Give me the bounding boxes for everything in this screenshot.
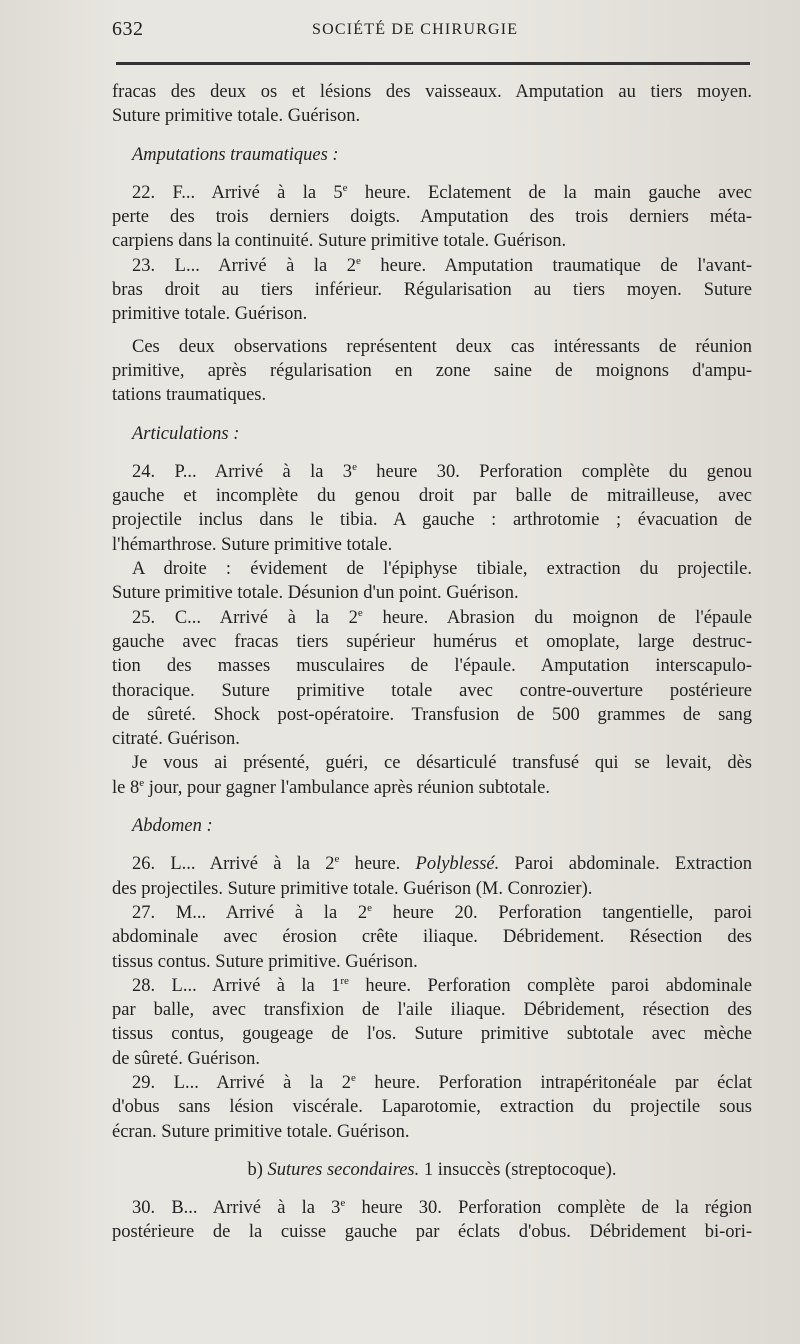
text-line: primitive, après régularisation en zone saine de moignons d'ampu- (112, 360, 752, 381)
text-line: abdominale avec érosion crête iliaque. Débridement. Résection des (112, 927, 752, 948)
text-line: Ces deux observations représentent deux cas intéressants de réunion (132, 336, 752, 357)
text-line: gauche avec fracas tiers supérieur humérus et omoplate, large destruc- (112, 631, 752, 652)
text-line: 24. P... Arrivé à la 3e heure 30. Perforation complète du genou (132, 460, 752, 482)
text-line: 22. F... Arrivé à la 5e heure. Eclatement de la main gauche avec (132, 181, 753, 203)
text-line: bras droit au tiers inférieur. Régularisation au tiers moyen. Suture (112, 280, 752, 301)
text-line: Suture primitive totale. Guérison. (112, 106, 361, 127)
text-line: 30. B... Arrivé à la 3e heure 30. Perforation complète de la région (132, 1197, 752, 1219)
section-heading-sutures-secondaires: b) Sutures secondaires. 1 insuccès (streptocoque). (247, 1159, 617, 1180)
text-line: 29. L... Arrivé à la 2e heure. Perforation intrapéritonéale par éclat (132, 1071, 752, 1093)
text-line: des projectiles. Suture primitive totale. Guérison (M. Conrozier). (112, 878, 593, 899)
text-line: 27. M... Arrivé à la 2e heure 20. Perforation tangentielle, paroi (132, 901, 752, 923)
text-line: tissus contus. Suture primitive. Guérison. (112, 951, 418, 972)
text-line: d'obus sans lésion viscérale. Laparotomie, extraction du projectile sous (112, 1097, 752, 1118)
text-line: de sûreté. Guérison. (112, 1048, 260, 1069)
text-line: citraté. Guérison. (112, 729, 240, 750)
text-line: de sûreté. Shock post-opératoire. Transfusion de 500 grammes de sang (112, 704, 752, 725)
text-line: l'hémarthrose. Suture primitive totale. (112, 534, 393, 555)
section-heading-amputations: Amputations traumatiques : (132, 144, 339, 165)
text-line: 28. L... Arrivé à la 1re heure. Perforation complète paroi abdominale (132, 974, 752, 996)
text-line: 25. C... Arrivé à la 2e heure. Abrasion du moignon de l'épaule (132, 606, 753, 628)
text-line: 23. L... Arrivé à la 2e heure. Amputation traumatique de l'avant- (132, 254, 752, 276)
page-number: 632 (112, 18, 144, 40)
text-line: Je vous ai présenté, guéri, ce désarticulé transfusé qui se levait, dès (132, 753, 752, 774)
text-line: le 8e jour, pour gagner l'ambulance après réunion subtotale. (112, 776, 550, 798)
section-heading-articulations: Articulations : (132, 423, 240, 444)
text-line: carpiens dans la continuité. Suture primitive totale. Guérison. (112, 231, 567, 252)
text-line: tion des masses musculaires de l'épaule. Amputation interscapulo- (112, 656, 752, 677)
running-title: SOCIÉTÉ DE CHIRURGIE (312, 21, 519, 38)
text-line: thoracique. Suture primitive totale avec contre-ouverture postérieure (112, 680, 752, 701)
header-rule (116, 62, 750, 65)
text-line: fracas des deux os et lésions des vaisseaux. Amputation au tiers moyen. (112, 82, 752, 102)
text-line: perte des trois derniers doigts. Amputation des trois derniers méta- (112, 207, 752, 228)
text-line: projectile inclus dans le tibia. A gauche : arthrotomie ; évacuation de (112, 510, 752, 531)
text-line: postérieure de la cuisse gauche par éclats d'obus. Débridement bi-ori- (112, 1222, 752, 1243)
text-line: A droite : évidement de l'épiphyse tibiale, extraction du projectile. (132, 559, 752, 580)
page-header (112, 18, 752, 48)
text-line: écran. Suture primitive totale. Guérison. (112, 1121, 410, 1142)
text-line: primitive totale. Guérison. (112, 304, 308, 325)
text-line: tations traumatiques. (112, 385, 267, 406)
text-line: 26. L... Arrivé à la 2e heure. Polyblessé. Paroi abdominale. Extraction (132, 853, 752, 875)
text-line: par balle, avec transfixion de l'aile iliaque. Débridement, résection des (112, 1000, 752, 1021)
text-line: Suture primitive totale. Désunion d'un point. Guérison. (112, 583, 519, 604)
text-line: tissus contus, gougeage de l'os. Suture primitive subtotale avec mèche (112, 1024, 752, 1045)
text-line: gauche et incomplète du genou droit par balle de mitrailleuse, avec (112, 486, 752, 507)
section-heading-abdomen: Abdomen : (132, 816, 213, 837)
body-text (112, 80, 752, 1245)
